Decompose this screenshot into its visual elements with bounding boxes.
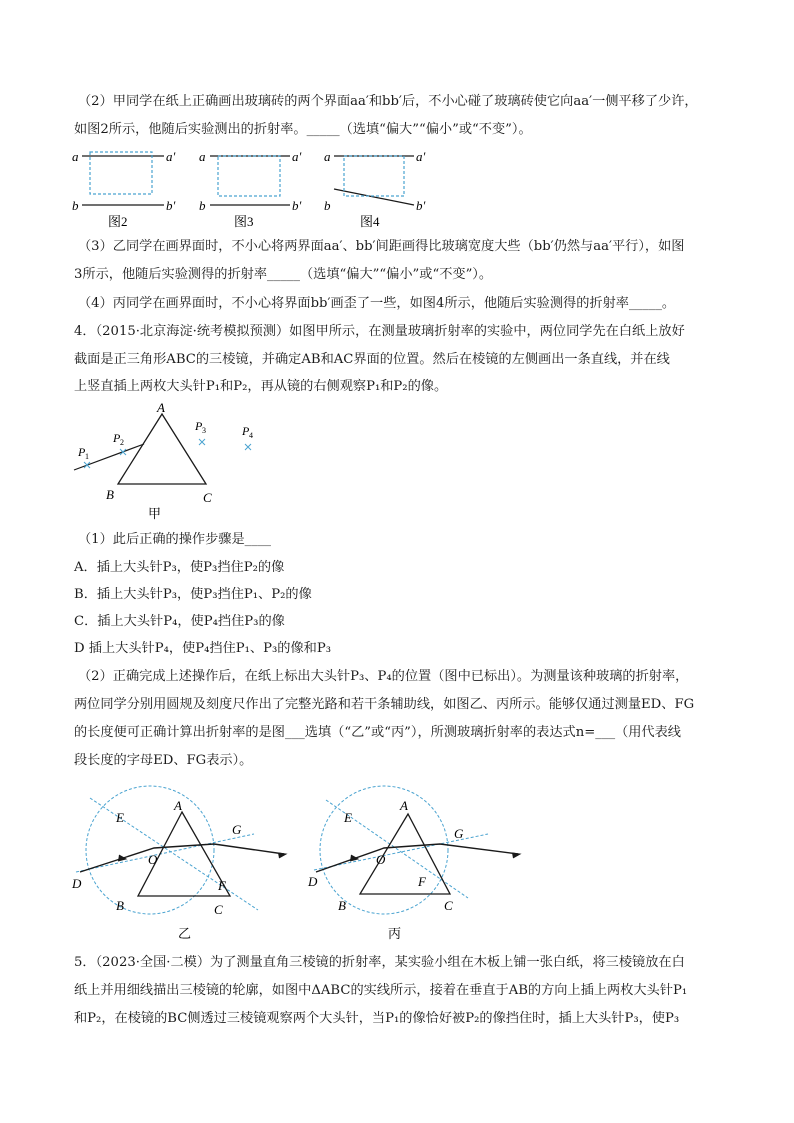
- figure-bing: [304, 792, 524, 941]
- jia-label-P4: P: [242, 424, 250, 438]
- q4-part1-line: （1）此后正确的操作步骤是____: [78, 532, 272, 547]
- bing-label-C: C: [444, 898, 453, 913]
- fig4-label-a-prime: a′: [416, 149, 426, 164]
- fig2-label-b: b: [72, 198, 79, 213]
- q4-part2-line4: 段长度的字母ED、FG表示）。: [74, 753, 253, 768]
- q5-stem-line2: 纸上并用细线描出三棱镜的轮廓，如图中ΔABC的实线所示，接着在垂直于AB的方向上插上两枚大头针P₁: [74, 983, 688, 998]
- fig3-glass-box: [218, 156, 280, 196]
- q4-option-A: A．插上大头针P₃，使P₃挡住P₂的像: [74, 560, 285, 575]
- bing-label-O: O: [376, 852, 386, 867]
- q4-option-D: D 插上大头针P₄，使P₄挡住P₁、P₃的像和P₃: [74, 641, 332, 656]
- yi-label-G: G: [232, 822, 242, 837]
- fig2-label-a: a: [72, 149, 79, 164]
- yi-label-B: B: [116, 898, 124, 913]
- bing-label-B: B: [338, 898, 346, 913]
- q3-part3-line1: （3）乙同学在画界面时，不小心将两界面aa′、bb′间距画得比玻璃宽度大些（bb′仍然与aa′平行），如图: [78, 239, 685, 254]
- q3-part2-line1: （2）甲同学在纸上正确画出玻璃砖的两个界面aa′和bb′后，不小心碰了玻璃砖使它向aa′一侧平移了少许，: [78, 94, 698, 109]
- fig3-label-b: b: [199, 198, 206, 213]
- bing-circle: [320, 786, 448, 914]
- figures-2-3-4: [68, 142, 448, 234]
- jia-pin-p3: [199, 439, 205, 445]
- jia-label-P3: P: [195, 419, 203, 433]
- figure-jia: [70, 398, 290, 520]
- yi-arrow-1: [118, 855, 126, 861]
- yi-label-E: E: [116, 810, 124, 825]
- fig4-label-a: a: [324, 149, 331, 164]
- q4-option-C: C．插上大头针P₄，使P₄挡住P₃的像: [74, 614, 285, 629]
- fig3-caption: 图3: [234, 214, 254, 229]
- bing-label-A: A: [400, 798, 408, 813]
- q5-stem-line3: 和P₂，在棱镜的BC侧透过三棱镜观察两个大头针，当P₁的像恰好被P₂的像挡住时，插上大头针P₃，使P₃: [74, 1011, 680, 1026]
- q4-part2-line2: 两位同学分别用圆规及刻度尺作出了完整光路和若干条辅助线，如图乙、丙所示。能够仅通过测量ED、FG: [74, 697, 695, 712]
- q5-stem-line1: 5．（2023·全国·二模）为了测量直角三棱镜的折射率，某实验小组在木板上铺一张白纸，将三棱镜放在白: [74, 955, 685, 970]
- fig4-label-b: b: [324, 198, 331, 213]
- jia-label-P3-sub: 3: [202, 426, 206, 435]
- figure-3: [199, 149, 302, 229]
- yi-label-A: A: [174, 798, 182, 813]
- fig4-label-b-prime: b′: [416, 198, 426, 213]
- jia-label-P1-sub: 1: [85, 452, 89, 461]
- fig2-label-a-prime: a′: [166, 149, 176, 164]
- bing-label-D: D: [308, 874, 318, 889]
- yi-label-O: O: [148, 852, 158, 867]
- jia-label-P4-sub: 4: [249, 431, 253, 440]
- yi-extended-line: [76, 834, 254, 872]
- jia-label-A: A: [157, 400, 165, 415]
- jia-label-P2: P: [113, 431, 121, 445]
- jia-label-B: B: [106, 487, 114, 502]
- fig4-glass-box: [344, 156, 404, 196]
- yi-label-F: F: [218, 878, 226, 893]
- q4-part2-line3: 的长度便可正确计算出折射率的是图___选填（“乙”或“丙”），所测玻璃折射率的表达式n=___（用代表线: [74, 725, 681, 740]
- q3-part4-line: （4）丙同学在画界面时，不小心将界面bb′画歪了一些，如图4所示，他随后实验测得的折射率_____。: [78, 296, 676, 311]
- yi-light-path: [80, 844, 284, 872]
- bing-label-G: G: [454, 826, 464, 841]
- fig4-line-bb-tilted: [334, 189, 414, 205]
- fig3-label-b-prime: b′: [292, 198, 302, 213]
- q4-part2-line1: （2）正确完成上述操作后，在纸上标出大头针P₃、P₄的位置（图中已标出）。为测量该种玻璃的折射率，: [78, 669, 689, 684]
- jia-caption: 甲: [148, 506, 162, 521]
- yi-arrow-2: [278, 853, 286, 858]
- jia-label-P2-sub: 2: [120, 438, 124, 447]
- figure-2: [72, 149, 176, 229]
- bing-label-E: E: [344, 810, 352, 825]
- q3-part2-line2: 如图2所示，他随后实验测出的折射率。_____（选填“偏大”“偏小”或“不变”）。: [74, 122, 532, 137]
- figure-yi: [68, 792, 294, 941]
- q4-stem-line2: 截面是正三角形ABC的三棱镜，并确定AB和AC界面的位置。然后在棱镜的左侧画出一条直线，并在线: [74, 352, 670, 367]
- fig2-glass-box: [90, 152, 152, 194]
- bing-arrow-1: [350, 855, 358, 861]
- q4-stem-line1: 4．（2015·北京海淀·统考模拟预测）如图甲所示，在测量玻璃折射率的实验中，两位同学先在白纸上放好: [74, 324, 685, 339]
- fig4-caption: 图4: [360, 214, 380, 229]
- figure-4: [324, 149, 426, 229]
- fig3-label-a-prime: a′: [292, 149, 302, 164]
- bing-arrow-2: [512, 853, 520, 858]
- q4-stem-line3: 上竖直插上两枚大头针P₁和P₂，再从镜的右侧观察P₁和P₂的像。: [74, 379, 448, 394]
- jia-pin-p4: [245, 444, 251, 450]
- fig3-label-a: a: [199, 149, 206, 164]
- jia-pins: [84, 439, 251, 468]
- q4-option-B: B．插上大头针P₃，使P₃挡住P₁、P₂的像: [74, 587, 312, 602]
- yi-label-C: C: [214, 902, 223, 917]
- yi-label-D: D: [72, 876, 82, 891]
- bing-caption: 丙: [388, 926, 402, 941]
- q3-part3-line2: 3所示，他随后实验测得的折射率_____（选填“偏大”“偏小”或“不变”）。: [74, 267, 493, 282]
- fig2-caption: 图2: [108, 214, 128, 229]
- bing-label-F: F: [418, 874, 426, 889]
- jia-label-C: C: [203, 490, 212, 505]
- yi-caption: 乙: [178, 926, 192, 941]
- fig2-label-b-prime: b′: [166, 198, 176, 213]
- jia-label-P1: P: [78, 445, 86, 459]
